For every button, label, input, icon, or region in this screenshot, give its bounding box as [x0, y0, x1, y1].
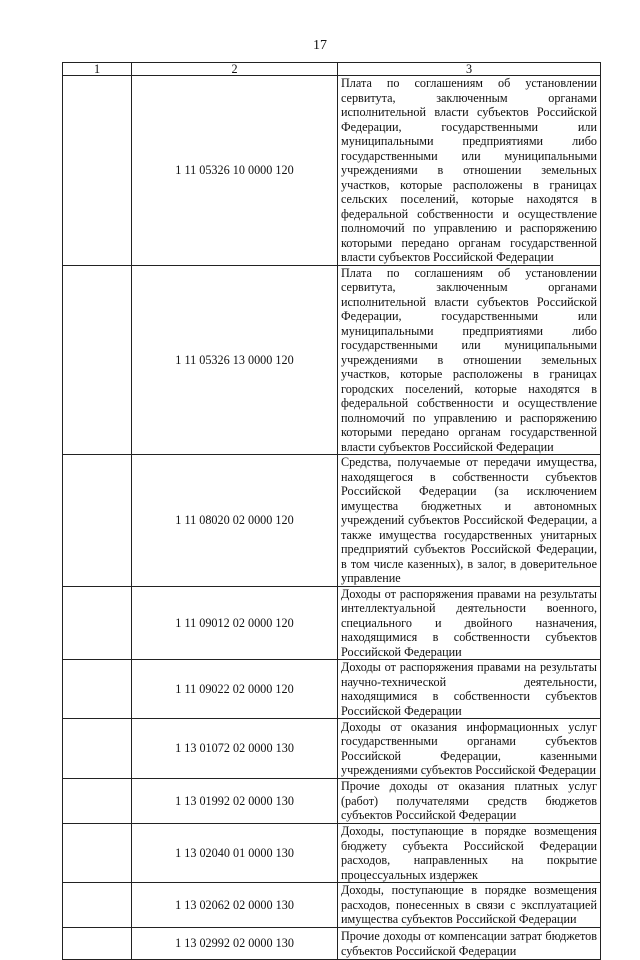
revenue-codes-table	[62, 62, 601, 960]
table-row	[63, 928, 601, 960]
admin-cell	[63, 928, 132, 960]
revenue-description: Средства, получаемые от передачи имущества, находящегося в собственности субъектов Российской Федерации (за исключением имущества бюджетных и автономных учреждений субъектов Российской Федерации, а также имущества государственных унитарных предприятий субъектов Российской Федерации, в том числе казенных), в залог, в доверительное управление	[338, 455, 601, 587]
revenue-code: 1 11 08020 02 0000 120	[132, 455, 338, 587]
revenue-code: 1 11 09022 02 0000 120	[132, 660, 338, 719]
admin-cell	[63, 824, 132, 883]
header-col-3: 3	[338, 63, 601, 76]
header-row	[63, 63, 601, 76]
revenue-description: Прочие доходы от компенсации затрат бюджетов субъектов Российской Федерации	[338, 928, 601, 960]
admin-cell	[63, 660, 132, 719]
table-row	[63, 660, 601, 719]
header-col-1: 1	[63, 63, 132, 76]
revenue-code: 1 13 02992 02 0000 130	[132, 928, 338, 960]
table-row	[63, 76, 601, 266]
table-row	[63, 824, 601, 883]
admin-cell	[63, 779, 132, 824]
revenue-description: Плата по соглашениям об установлении сервитута, заключенным органами исполнительной власти субъектов Российской Федерации, государственными или муниципальными предприятиями либо государственными или муниципальными учреждениями в отношении земельных участков, которые расположены в границах сельских поселений, которые находятся в федеральной собственности и осуществление полномочий по управлению и распоряжению которыми передано органам государственной власти субъектов Российской Федерации	[338, 76, 601, 266]
admin-cell	[63, 455, 132, 587]
revenue-code: 1 11 09012 02 0000 120	[132, 586, 338, 660]
revenue-description: Доходы от распоряжения правами на результаты интеллектуальной деятельности военного, специального и двойного назначения, находящимися в собственности субъектов Российской Федерации	[338, 586, 601, 660]
admin-cell	[63, 719, 132, 779]
revenue-code: 1 13 01992 02 0000 130	[132, 779, 338, 824]
revenue-description: Доходы от оказания информационных услуг государственными органами субъектов Российской Федерации, казенными учреждениями субъектов Российской Федерации	[338, 719, 601, 779]
table-row	[63, 265, 601, 455]
revenue-description: Доходы, поступающие в порядке возмещения расходов, понесенных в связи с эксплуатацией имущества субъектов Российской Федерации	[338, 883, 601, 928]
table-row	[63, 883, 601, 928]
header-col-2: 2	[132, 63, 338, 76]
table-row	[63, 455, 601, 587]
revenue-description: Прочие доходы от оказания платных услуг (работ) получателями средств бюджетов субъектов Российской Федерации	[338, 779, 601, 824]
admin-cell	[63, 883, 132, 928]
admin-cell	[63, 76, 132, 266]
admin-cell	[63, 265, 132, 455]
admin-cell	[63, 586, 132, 660]
revenue-code: 1 13 02062 02 0000 130	[132, 883, 338, 928]
revenue-description: Плата по соглашениям об установлении сервитута, заключенным органами исполнительной власти субъектов Российской Федерации, государственными или муниципальными предприятиями либо государственными или муниципальными учреждениями в отношении земельных участков, которые расположены в границах городских поселений, которые находятся в федеральной собственности и осуществление полномочий по управлению и распоряжению которыми передано органам государственной власти субъектов Российской Федерации	[338, 265, 601, 455]
revenue-code: 1 11 05326 10 0000 120	[132, 76, 338, 266]
revenue-code: 1 13 02040 01 0000 130	[132, 824, 338, 883]
revenue-description: Доходы, поступающие в порядке возмещения бюджету субъекта Российской Федерации расходов, направленных на покрытие процессуальных издержек	[338, 824, 601, 883]
revenue-code: 1 11 05326 13 0000 120	[132, 265, 338, 455]
revenue-code: 1 13 01072 02 0000 130	[132, 719, 338, 779]
table-row	[63, 719, 601, 779]
page-number: 17	[313, 38, 327, 53]
table-row	[63, 779, 601, 824]
table-row	[63, 586, 601, 660]
revenue-description: Доходы от распоряжения правами на результаты научно-технической деятельности, находящимися в собственности субъектов Российской Федерации	[338, 660, 601, 719]
